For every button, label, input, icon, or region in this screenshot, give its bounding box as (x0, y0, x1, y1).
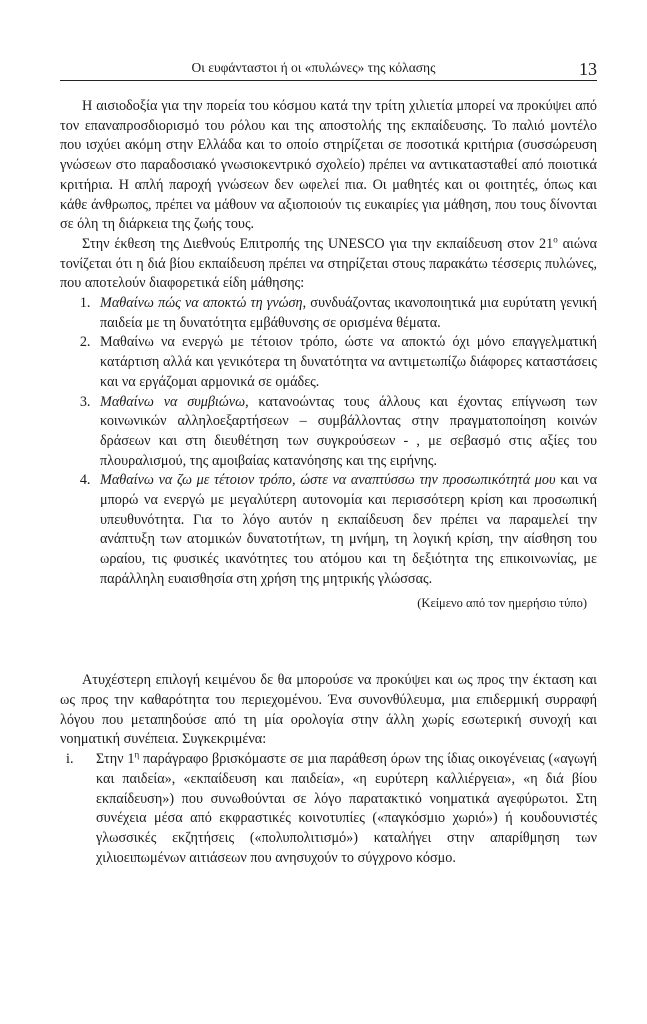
point-text-start: Στην 1 (96, 751, 135, 768)
analysis-point (60, 750, 597, 868)
four-pillars-list (60, 294, 597, 590)
pillar-item (94, 471, 597, 589)
unesco-text-end: αιώνα τονίζεται ότι η διά βίου εκπαίδευση πρέπει να στηρίζεται στους παρακάτω τέσσερις πυλώνες, που αποτελούν διαφορετικά είδη μάθησης: (60, 235, 598, 292)
pillar-text: και να μπορώ να ενεργώ με μεγαλύτερη αυτονομία και περισσότερη κρίση και προσωπική υπευθυνότητα. Για το λόγο αυτόν η εκπαίδευση δεν πρέπει να παραμελεί την ανάπτυξη των ατομικών δυνατοτήτων, τη μνήμη, τη λογική κρίση, την αίσθηση του ωραίου, τις φυσικές ικανότητες του ατόμου και τη δεξιότητα της επικοινωνίας, με παράλληλη ευαισθησία στη χρήση της μητρικής γλώσσας. (100, 472, 598, 587)
pillar-italic: Μαθαίνω να ζω με τέτοιον τρόπο, ώστε να αναπτύσσω την προσωπικότητά μου (100, 472, 556, 489)
ordinal-superscript: ο (553, 234, 558, 245)
unesco-text-start: Στην έκθεση της Διεθνούς Επιτροπής της UNESCO για την εκπαίδευση στον 21 (82, 235, 554, 252)
page-number: 13 (579, 59, 597, 79)
opening-paragraph: Η αισιοδοξία για την πορεία του κόσμου κατά την τρίτη χιλιετία μπορεί να προκύψει από τον επαναπροσδιορισμό του ρόλου και της αποστολής της εκπαίδευσης. Το παλιό μοντέλο που ισχύει ακόμη στην Ελλάδα και το οποίο στηρίζεται σε ποσοτικά κριτήρια (συσσώρευση γνώσεων στο παραδοσιακό γνωσιοκεντρικό σχολείο) πρέπει να αντικατασταθεί από ποιοτικά κριτήρια. Η απλή παροχή γνώσεων δεν ωφελεί πια. Οι μαθητές και οι φοιτητές, όπως και κάθε άνθρωπος, πρέπει να μάθουν να αξιοποιούν τις ευκαιρίες για μάθηση, που τους δίνονται σε όλη τη διάρκεια της ζωής τους. (60, 98, 597, 233)
pillar-text: Μαθαίνω να ενεργώ με τέτοιον τρόπο, ώστε να αποκτώ όχι μόνο επαγγελματική κατάρτιση αλλά και γενικότερα τη δυνατότητα να αντιμετωπίζω διάφορες καταστάσεις και να εργάζομαι αρμονικά σε ομάδες. (100, 334, 597, 390)
running-title: Οι ευφάνταστοι ή οι «πυλώνες» της κόλασης (191, 60, 436, 76)
pillar-text: , κατανοώντας τους άλλους και έχοντας επίγνωση των κοινωνικών αλληλοεξαρτήσεων – συμβάλλοντας στην πραγματοποίηση κοινών δράσεων και στη διευθέτηση των συγκρούσεων - , με σεβασμό στις αξίες του πλουραλισμού, της αμοιβαίας κατανόησης και της ειρήνης. (100, 393, 597, 469)
source-note: (Κείμενο από τον ημερήσιο τύπο) (417, 595, 587, 610)
pillar-item (94, 294, 597, 333)
page-body (60, 97, 597, 868)
pillar-item (94, 393, 597, 472)
ordinal-superscript: η (134, 749, 140, 760)
analysis-points (60, 750, 597, 868)
section-gap (60, 613, 597, 671)
pillar-italic: Μαθαίνω πώς να αποκτώ τη γνώση (100, 295, 303, 312)
point-marker: i. (66, 751, 74, 768)
page-header (60, 50, 597, 81)
unesco-paragraph (60, 235, 597, 294)
pillar-item (94, 333, 597, 392)
point-text-end: παράγραφο βρισκόμαστε σε μια παράθεση όρων της ίδιας οικογένειας («αγωγή και παιδεία», «εκπαίδευση και παιδεία», «η ευρύτερη καλλιέργεια», «η διά βίου εκπαίδευση») που συνωθούνται σε λόγο παρατακτικό νοηματικά αγεφύρωτοι. Στη συνέχεια μέσα από εκφραστικές κοινοτυπίες («παγκόσμιο χωριό») ή κουδουνιστές γλωσσικές εκζητήσεις («πολυπολιτισμό») καταλήγει στην απαρίθμηση των χιλιοειπωμένων αιτιάσεων που ανησυχούν το σύγχρονο κόσμο. (96, 751, 597, 866)
analysis-intro: Ατυχέστερη επιλογή κειμένου δε θα μπορούσε να προκύψει και ως προς την έκταση και ως προς την καθαρότητα του περιεχομένου. Ένα συνονθύλευμα, μια επιδερμική συρραφή λόγου που μεταπηδούσε από τη μία ορολογία στην άλλη χωρίς εσωτερική συνοχή και νοηματική συνέπεια. Συγκεκριμένα: (60, 672, 597, 748)
pillar-italic: Μαθαίνω να συμβιώνω (100, 393, 246, 410)
pillar-text: , συνδυάζοντας ικανοποιητικά μια ευρύτατη γενική παιδεία με τη δυνατότητα εμβάθυνσης σε ορισμένα θέματα. (100, 295, 597, 331)
